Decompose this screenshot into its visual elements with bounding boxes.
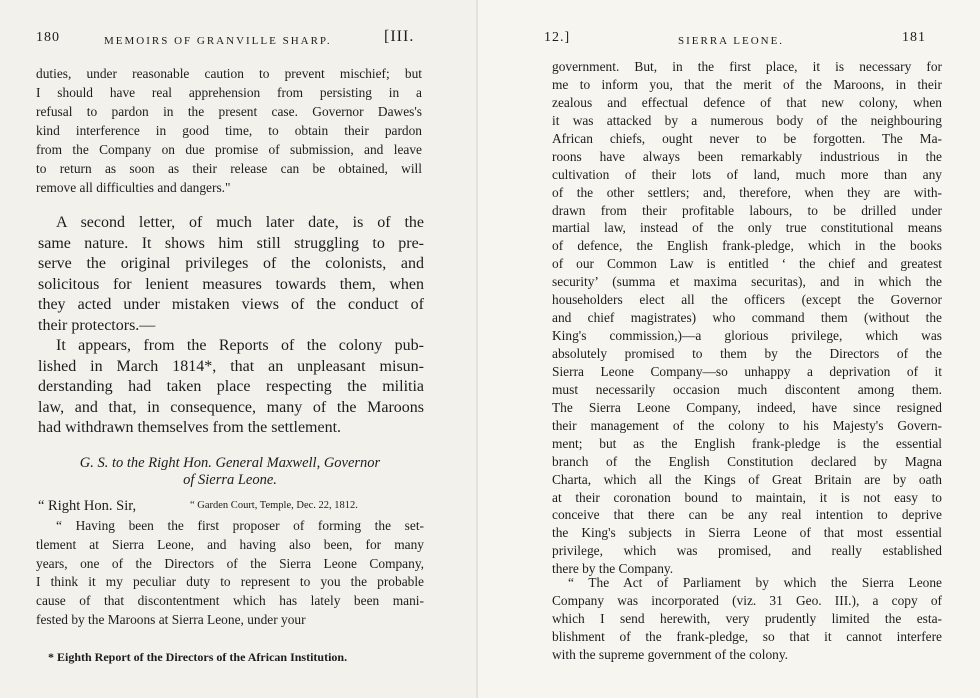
text-line: “ The Act of Parliament by which the Sierra Leone (568, 575, 942, 590)
running-title: SIERRA LEONE. (678, 35, 785, 47)
text-line: serve the original privileges of the colonists, and (38, 255, 424, 272)
text-line: martial law, instead of the only true constitutional means (552, 220, 942, 236)
text-line: I think it my peculiar duty to represent to you the probable (36, 574, 424, 590)
letter-heading-line-2: of Sierra Leone. (183, 472, 277, 488)
text-line: It appears, from the Reports of the colony pub- (56, 337, 424, 354)
text-line: ment; but as the English frank-pledge is the essential (552, 435, 942, 451)
text-line: of our Common Law is entitled ‘ the chief and greatest (552, 256, 942, 272)
text-line: A second letter, of much later date, is of the (56, 214, 424, 231)
text-line: years, one of the Directors of the Sierra Leone Company, (36, 555, 424, 571)
text-line: security’ (summa et maxima securitas), and in which the (552, 274, 942, 290)
page-number: 180 (36, 30, 60, 45)
letter-heading-line-1: G. S. to the Right Hon. General Maxwell, Governor (79, 455, 381, 471)
text-line: solicitous for lenient measures towards them, when (38, 275, 424, 293)
text-line: Company was incorporated (viz. 31 Geo. III.), a copy of (552, 592, 942, 608)
letter-continuation (552, 58, 942, 578)
paragraph-colony-reports (38, 336, 424, 439)
text-line: The Sierra Leone Company, indeed, have since resigned (552, 399, 942, 415)
text-line: the King's subjects in Sierra Leone of that most essential (552, 525, 942, 541)
text-line: blishment of the frank-pledge, so that it cannot interfere (552, 628, 942, 644)
text-line: King's commission,)—a glorious privilege, which was (552, 328, 942, 344)
text-line: to return as soon as their release can be obtained, will (36, 161, 422, 176)
text-line: remove all difficulties and dangers." (36, 180, 231, 195)
text-line: at their coronation bound to maintain, it is not easy to (552, 489, 942, 505)
text-line: there by the Company. (552, 561, 674, 577)
text-line: derstanding had taken place respecting the militia (38, 378, 424, 395)
text-line: and chief magistrates) who command them (without the (552, 310, 942, 326)
page-number: 181 (902, 30, 926, 45)
text-line: conceive that there can be any real intention to deprive (552, 507, 942, 523)
right-page (478, 0, 980, 698)
text-line: of defence, the English frank-pledge, which in the books (552, 238, 942, 254)
text-line: kind interference in good time, to obtain their pardon (36, 123, 422, 138)
text-line: Sierra Leone Company—so unhappy a deprivation of it (552, 363, 942, 379)
text-line: duties, under reasonable caution to prevent mischief; but (36, 66, 422, 81)
paragraph-second-letter (38, 213, 424, 336)
text-line: their protectors.— (38, 316, 156, 334)
text-line: government. But, in the first place, it is necessary for (552, 59, 942, 74)
running-title: MEMOIRS OF GRANVILLE SHARP. (104, 35, 332, 47)
text-line: “ Having been the first proposer of forming the set- (56, 518, 424, 533)
chapter-marker: [III. (384, 28, 415, 45)
text-line: zealous and effectual defence of that new colony, when (552, 94, 942, 110)
text-line: lished in March 1814*, that an unpleasant misun- (38, 357, 424, 375)
salutation: “ Right Hon. Sir, (38, 498, 137, 514)
text-line: African chiefs, ought never to be forgotten. The Ma- (552, 130, 942, 146)
text-line: which I send herewith, very prudently limited the esta- (552, 610, 942, 626)
text-line: privilege, which was promised, and really established (552, 543, 942, 559)
text-line: they acted under mistaken views of the conduct of (38, 296, 424, 313)
text-line: law, and that, in consequence, many of the Maroons (38, 398, 424, 416)
text-line: tlement at Sierra Leone, and having also been, for many (36, 536, 424, 552)
quoted-letter-ending (36, 64, 422, 197)
footnote: * Eighth Report of the Directors of the African Institution. (48, 650, 348, 664)
text-line: Charta, which all the Kings of Great Britain are by oath (552, 471, 942, 487)
text-line: had withdrawn themselves from the settlement. (38, 419, 342, 436)
act-of-parliament-paragraph (552, 574, 942, 664)
letter-heading (36, 455, 424, 489)
text-line: me to inform you, that the merit of the Maroons, in their (552, 76, 942, 92)
text-line: same nature. It shows him still struggling to pre- (38, 234, 424, 252)
text-line: of the other settlers; and, therefore, when they are with- (552, 184, 942, 200)
text-line: householders elect all the officers (except the Governor (552, 292, 942, 308)
letter-body (36, 517, 424, 630)
text-line: branch of the English Constitution declared by Magna (552, 453, 942, 469)
text-line: I should have real apprehension from persisting in a (36, 85, 422, 100)
text-line: with the supreme government of the colony. (552, 646, 789, 662)
chapter-marker: 12.] (544, 30, 571, 45)
text-line: roons have always been remarkably industrious in the (552, 148, 942, 164)
text-line: absolutely promised to them by the Directors of the (552, 346, 942, 361)
text-line: drawn from their profitable labours, to be drilled under (552, 202, 942, 218)
text-line: it was attacked by a numerous body of the neighbouring (552, 112, 942, 128)
text-line: must necessarily occasion much discontent among them. (552, 381, 942, 397)
text-line: refusal to pardon in the present case. Governor Dawes's (36, 104, 422, 119)
text-line: cause of that discontentment which has lately been mani- (36, 593, 424, 609)
letter-address: “ Garden Court, Temple, Dec. 22, 1812. (190, 500, 358, 511)
text-line: cultivation of their lots of land, much more than any (552, 166, 942, 182)
left-page (0, 0, 478, 698)
text-line: fested by the Maroons at Sierra Leone, under your (36, 611, 306, 627)
text-line: from the Company on due promise of submission, and leave (36, 142, 422, 157)
text-line: their management of the colony to his Majesty's Govern- (552, 417, 942, 433)
